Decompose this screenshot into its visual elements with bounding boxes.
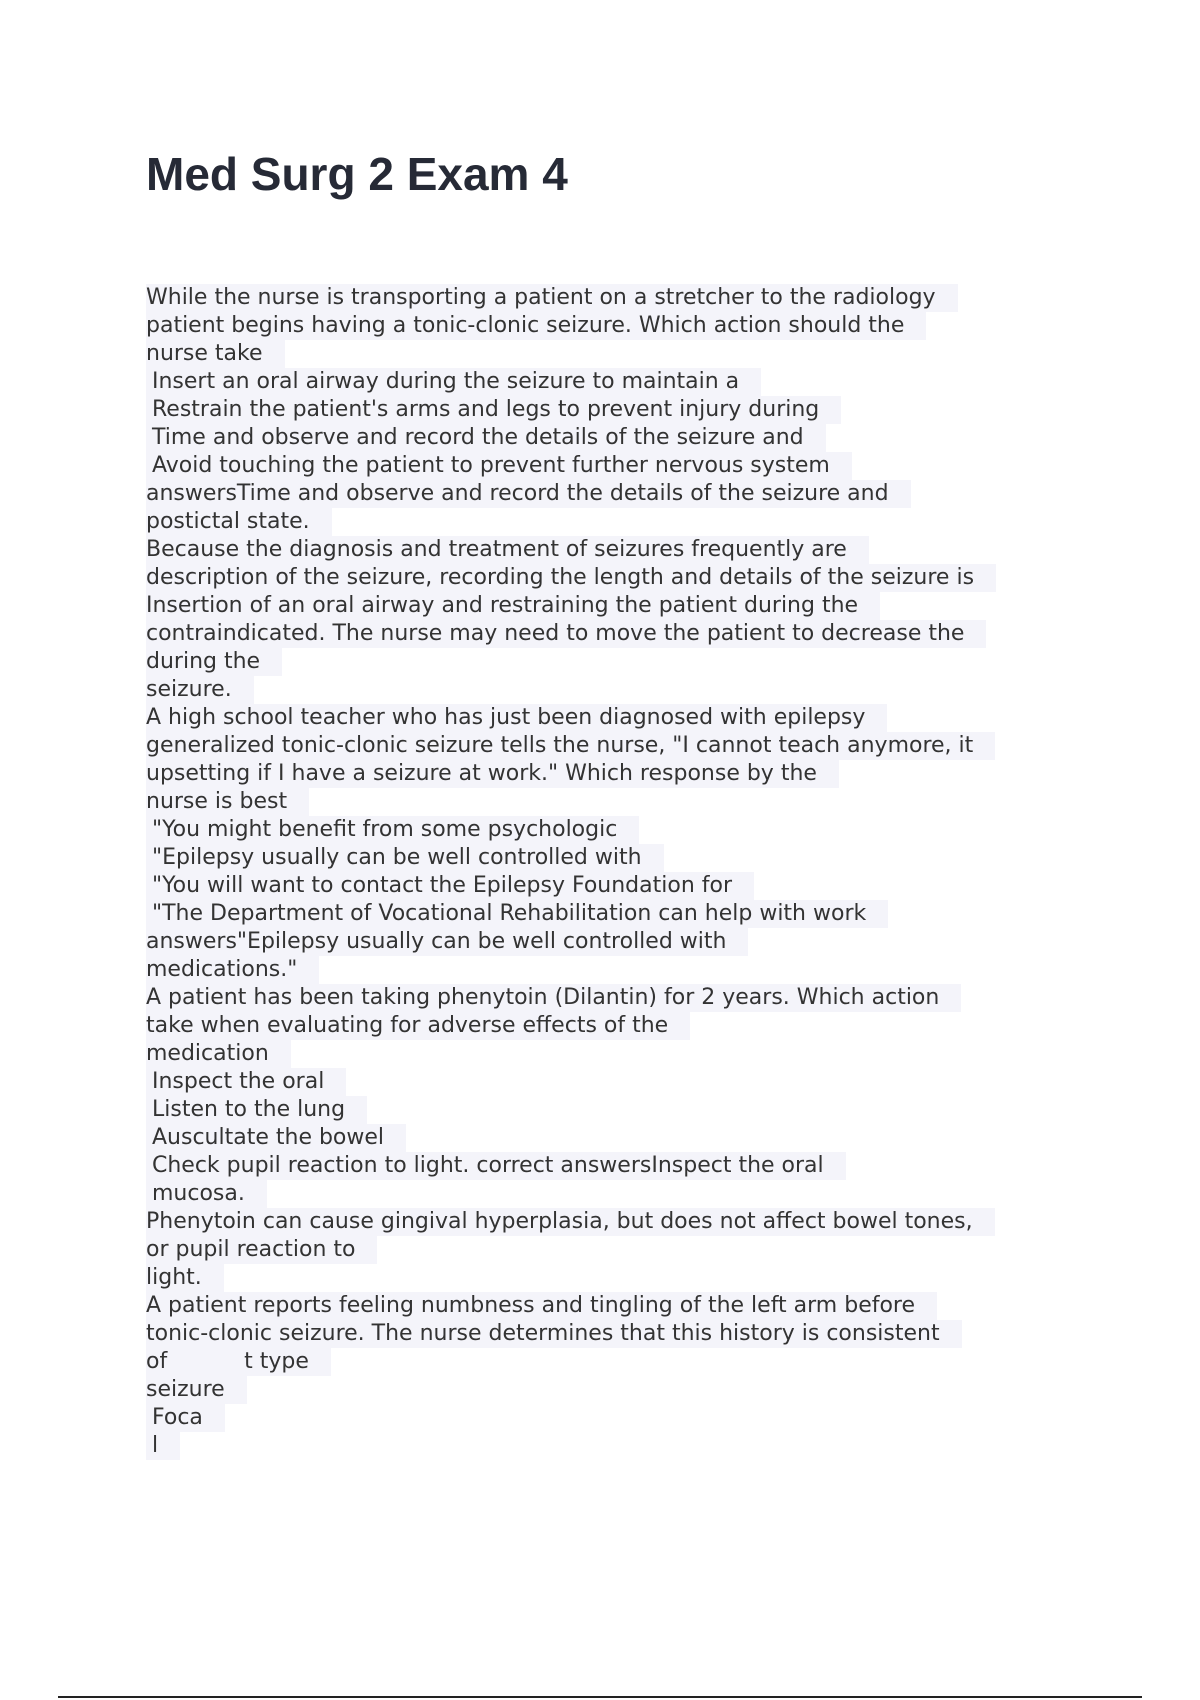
text-line: contraindicated. The nurse may need to move the patient to decrease the	[146, 620, 1096, 648]
text-line: postictal state.	[146, 508, 1096, 536]
answer-option: Check pupil reaction to light. correct answersInspect the oral	[146, 1152, 1096, 1180]
answer-option: "You will want to contact the Epilepsy Foundation for	[146, 872, 1096, 900]
answer-option: Auscultate the bowel	[146, 1124, 1096, 1152]
answer-option: Listen to the lung	[146, 1096, 1096, 1124]
answer-option: Inspect the oral	[146, 1068, 1096, 1096]
text-line: medications."	[146, 956, 1096, 984]
text-line: during the	[146, 648, 1096, 676]
text-line: light.	[146, 1264, 1096, 1292]
answer-option: mucosa.	[146, 1180, 1096, 1208]
text-line: A high school teacher who has just been diagnosed with epilepsy	[146, 704, 1096, 732]
text-line: A patient has been taking phenytoin (Dilantin) for 2 years. Which action	[146, 984, 1096, 1012]
text-line: generalized tonic-clonic seizure tells the nurse, "I cannot teach anymore, it	[146, 732, 1096, 760]
text-line: seizure	[146, 1376, 1096, 1404]
text-line: Phenytoin can cause gingival hyperplasia, but does not affect bowel tones,	[146, 1208, 1096, 1236]
text-line: upsetting if I have a seizure at work." Which response by the	[146, 760, 1096, 788]
answer-option: Avoid touching the patient to prevent further nervous system	[146, 452, 1096, 480]
answer-option: Foca	[146, 1404, 1096, 1432]
answer-option: Time and observe and record the details of the seizure and	[146, 424, 1096, 452]
text-line: Because the diagnosis and treatment of seizures frequently are	[146, 536, 1096, 564]
footer-divider	[58, 1696, 1142, 1698]
answer-option: Insert an oral airway during the seizure to maintain a	[146, 368, 1096, 396]
text-line: Insertion of an oral airway and restraining the patient during the	[146, 592, 1096, 620]
text-line: answers"Epilepsy usually can be well controlled with	[146, 928, 1096, 956]
text-line: tonic-clonic seizure. The nurse determines that this history is consistent	[146, 1320, 1096, 1348]
text-line: patient begins having a tonic-clonic seizure. Which action should the	[146, 312, 1096, 340]
answer-option: "The Department of Vocational Rehabilitation can help with work	[146, 900, 1096, 928]
text-line: answersTime and observe and record the details of the seizure and	[146, 480, 1096, 508]
text-line: take when evaluating for adverse effects of the	[146, 1012, 1096, 1040]
page-title: Med Surg 2 Exam 4	[146, 148, 568, 200]
text-line: nurse take	[146, 340, 1096, 368]
text-line: nurse is best	[146, 788, 1096, 816]
text-line: or pupil reaction to	[146, 1236, 1096, 1264]
text-line: A patient reports feeling numbness and tingling of the left arm before	[146, 1292, 1096, 1320]
text-line: of t type	[146, 1348, 1096, 1376]
answer-option: l	[146, 1432, 1096, 1460]
text-line: seizure.	[146, 676, 1096, 704]
document-body	[146, 284, 1096, 1460]
answer-option: Restrain the patient's arms and legs to prevent injury during	[146, 396, 1096, 424]
answer-option: "Epilepsy usually can be well controlled with	[146, 844, 1096, 872]
text-line: medication	[146, 1040, 1096, 1068]
text-line: While the nurse is transporting a patient on a stretcher to the radiology	[146, 284, 1096, 312]
answer-option: "You might benefit from some psychologic	[146, 816, 1096, 844]
text-line: description of the seizure, recording the length and details of the seizure is	[146, 564, 1096, 592]
